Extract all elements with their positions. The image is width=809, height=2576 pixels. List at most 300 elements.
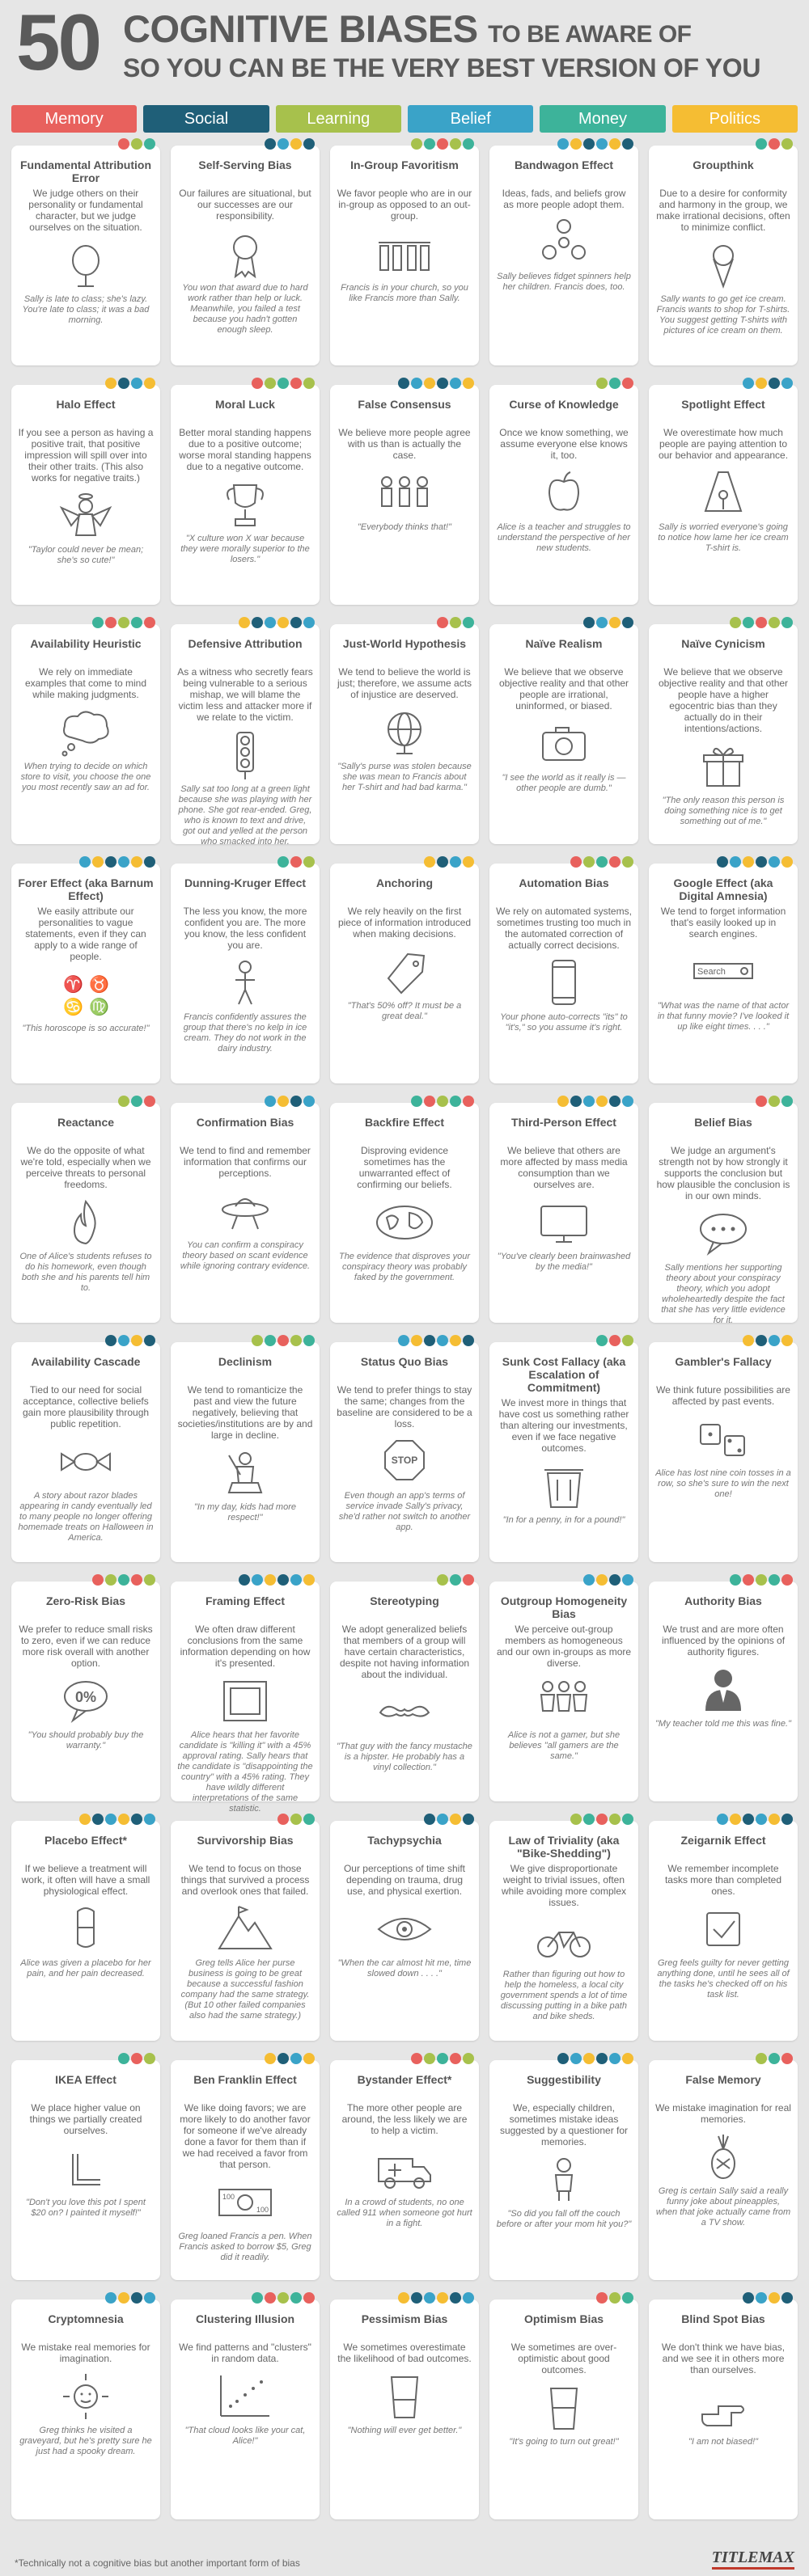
bias-description: We believe that we observe objective reality and that other people have a higher egocentric bias than they actually do in their intentions/actions. <box>658 666 789 734</box>
bias-description: We think future possibilities are affected by past events. <box>656 1384 790 1407</box>
bias-description: As a witness who secretly fears being vulnerable to a serious mishap, we will blame the victim less and attacker more if we relate to the victim. <box>177 666 313 723</box>
category-dot <box>583 138 595 150</box>
bias-card <box>489 1342 638 1562</box>
category-dot <box>609 617 621 628</box>
category-dot <box>277 2053 289 2064</box>
category-dot <box>424 2053 435 2064</box>
bias-description: We believe that others are more affected by mass media consumption than we ourselves are. <box>500 1145 628 1190</box>
category-dot <box>118 138 129 150</box>
bias-title: Defensive Attribution <box>188 637 303 650</box>
category-dot <box>411 1335 422 1346</box>
category-dots <box>730 617 793 628</box>
bias-example: Alice hears that her favorite candidate is "killing it" with a 45% approval rating. Sally hears that the candidate is "disappointing the country" with a 45% rating. They have wildly different interpretations of the same statistic. <box>177 1730 313 1814</box>
bias-title: Declinism <box>218 1355 273 1368</box>
category-dot <box>450 378 461 389</box>
category-dot <box>596 2292 608 2304</box>
category-dots <box>105 2292 155 2304</box>
svg-text:♈: ♈ <box>63 976 83 994</box>
category-dots <box>265 1096 315 1107</box>
knight-icon <box>213 1447 277 1499</box>
category-dot <box>437 1335 448 1346</box>
category-dot <box>131 1814 142 1825</box>
category-dots <box>398 378 474 389</box>
category-dots <box>583 1574 633 1586</box>
category-dot <box>450 2292 461 2304</box>
category-dot <box>398 378 409 389</box>
category-dot <box>583 1814 595 1825</box>
category-dot <box>781 1335 793 1346</box>
bias-description: We often draw different conclusions from the same information depending on how it's presented. <box>180 1624 311 1669</box>
bias-description: We rely on immediate examples that come to mind while making judgments. <box>24 666 147 700</box>
category-dot <box>781 1096 793 1107</box>
svg-text:♉: ♉ <box>89 976 109 994</box>
bias-description: We overestimate how much people are paying attention to our behavior and appearance. <box>658 427 789 461</box>
mountain-icon <box>213 1903 277 1955</box>
category-dot <box>717 1814 728 1825</box>
category-dot <box>424 1335 435 1346</box>
category-dot <box>290 138 302 150</box>
category-dot <box>781 1574 793 1586</box>
category-dot <box>131 2292 142 2304</box>
category-dot <box>265 1096 276 1107</box>
category-dot <box>596 1814 608 1825</box>
bias-title: Anchoring <box>376 876 433 889</box>
category-dot <box>570 1814 582 1825</box>
category-dots <box>92 1574 155 1586</box>
bias-card <box>649 1581 798 1801</box>
category-dot <box>398 1335 409 1346</box>
bias-title: Spotlight Effect <box>681 398 765 411</box>
category-dot <box>463 856 474 868</box>
bias-card <box>330 1581 479 1801</box>
category-dot <box>756 1814 767 1825</box>
bias-title: Framing Effect <box>205 1594 285 1607</box>
bias-card <box>330 146 479 365</box>
bias-description: We place higher value on things we partially created ourselves. <box>29 2102 142 2136</box>
category-dot <box>277 2292 289 2304</box>
category-dot <box>265 378 276 389</box>
ambulance-icon <box>372 2143 437 2194</box>
bias-example: "That guy with the fancy mustache is a hipster. He probably has a vinyl collection." <box>337 1742 472 1772</box>
bias-title: Cryptomnesia <box>48 2312 124 2325</box>
bias-description: If you see a person as having a positive trait, that positive impression will spill over into their other traits. (This also works for negative traits.) <box>18 427 154 484</box>
television-icon <box>532 1197 596 1248</box>
category-dots <box>79 856 155 868</box>
category-dots <box>118 2053 155 2064</box>
category-dot <box>92 1814 104 1825</box>
bias-title: Dunning-Kruger Effect <box>184 876 307 889</box>
bias-title: Sunk Cost Fallacy (aka Escalation of Commitment) <box>502 1355 626 1394</box>
category-dot <box>609 1574 621 1586</box>
bias-example: "I am not biased!" <box>688 2437 759 2447</box>
category-dot <box>303 617 315 628</box>
category-dot <box>92 856 104 868</box>
bias-title: Backfire Effect <box>364 1116 445 1129</box>
category-dots <box>277 856 315 868</box>
bias-example: Greg is certain Sally said a really funny joke about pineapples, when that joke actually came from a TV show. <box>655 2186 791 2228</box>
category-dot <box>105 378 116 389</box>
category-dot <box>596 378 608 389</box>
category-dot <box>118 1335 129 1346</box>
title-small: TO BE AWARE OF <box>488 21 692 48</box>
bias-example: You can confirm a conspiracy theory based on scant evidence while ignoring contrary evidence. <box>180 1240 311 1271</box>
bias-description: We judge an argument's strength not by how strongly it supports the conclusion but how plausible the conclusion is in our own minds. <box>656 1145 790 1201</box>
bias-description: We mistake real memories for imagination. <box>21 2342 150 2364</box>
category-dot <box>277 1096 289 1107</box>
category-dot <box>252 378 263 389</box>
bias-title: Naïve Cynicism <box>681 637 765 650</box>
bias-example: "My teacher told me this was fine." <box>655 1719 791 1729</box>
price-tag-icon <box>372 946 437 998</box>
bias-example: Sally is worried everyone's going to notice how lame her ice cream T-shirt is. <box>658 522 789 553</box>
category-dot <box>79 856 91 868</box>
category-dot <box>583 1096 595 1107</box>
flame-icon <box>53 1197 118 1248</box>
category-dots <box>239 1574 315 1586</box>
category-dot <box>743 617 754 628</box>
category-dot <box>596 856 608 868</box>
category-dot <box>756 856 767 868</box>
bias-title: Belief Bias <box>694 1116 752 1129</box>
bias-example: "Sally's purse was stolen because she was mean to Francis about her T-shirt and had bad karma." <box>337 762 472 792</box>
bias-card <box>330 1103 479 1323</box>
bias-card <box>489 864 638 1083</box>
bias-description: We tend to believe the world is just; therefore, we assume acts of injustice are deserved. <box>337 666 472 700</box>
category-dot <box>743 1335 754 1346</box>
category-dots <box>252 2292 315 2304</box>
svg-text:STOP: STOP <box>391 1455 418 1466</box>
category-dot <box>144 617 155 628</box>
category-dots <box>265 2053 315 2064</box>
bias-title: Bandwagon Effect <box>514 158 614 171</box>
category-dot <box>105 1574 116 1586</box>
category-dot <box>131 138 142 150</box>
category-dot <box>596 138 608 150</box>
category-dot <box>781 2053 793 2064</box>
bias-card <box>330 385 479 605</box>
title-number: 50 <box>16 0 100 87</box>
bias-card <box>11 624 160 844</box>
svg-text:100: 100 <box>222 2193 235 2201</box>
category-dot <box>144 1574 155 1586</box>
bias-title: In-Group Favoritism <box>350 158 459 171</box>
category-dot <box>105 856 116 868</box>
bicycle-icon <box>532 1915 596 1966</box>
category-dot <box>583 856 595 868</box>
category-dot <box>303 2053 315 2064</box>
category-dot <box>743 2292 754 2304</box>
category-dot <box>277 617 289 628</box>
bias-example: "That cloud looks like your cat, Alice!" <box>184 2426 306 2446</box>
footnote: *Technically not a cognitive bias but another important form of bias <box>15 2557 300 2569</box>
category-dot <box>769 1574 780 1586</box>
bias-description: The less you know, the more confident you are. The more you know, the less confident you are. <box>183 906 307 951</box>
bias-example: Rather than figuring out how to help the homeless, a local city government spends a lot of time discussing putting in a bike path and bike sheds. <box>500 1970 628 2021</box>
category-dot <box>596 1574 608 1586</box>
category-dot <box>730 1574 741 1586</box>
bias-title: Moral Luck <box>215 398 275 411</box>
bias-card <box>171 2060 320 2280</box>
bias-example: Even though an app's terms of service invade Sally's privacy, she'd rather not switch to another app. <box>338 1491 471 1532</box>
bias-card <box>489 146 638 365</box>
businessman-icon <box>691 1664 756 1716</box>
category-dot <box>277 1574 289 1586</box>
category-dot <box>437 2053 448 2064</box>
category-dot <box>781 1814 793 1825</box>
page-subtitle: SO YOU CAN BE THE VERY BEST VERSION OF YOU <box>123 53 761 82</box>
category-dot <box>570 138 582 150</box>
bias-title: Tachypsychia <box>367 1834 442 1847</box>
bias-description: We tend to romanticize the past and view the future negatively, believing that societies/institutions are by and large in decline. <box>177 1384 313 1441</box>
bias-title: Fundamental Attribution Error <box>19 158 152 184</box>
traffic-light-icon <box>213 729 277 781</box>
bias-title: Availability Cascade <box>31 1355 141 1368</box>
bias-card <box>11 385 160 605</box>
category-dot <box>290 856 302 868</box>
category-dot <box>265 617 276 628</box>
bias-description: We don't think we have bias, and we see it in others more than ourselves. <box>661 2342 786 2375</box>
crowd-icon <box>372 467 437 519</box>
category-dot <box>398 2292 409 2304</box>
category-dot <box>769 2053 780 2064</box>
category-dot <box>622 2053 633 2064</box>
bias-card <box>171 1103 320 1323</box>
trash-can-icon <box>532 1460 596 1512</box>
category-dot <box>743 378 754 389</box>
category-dot <box>437 1574 448 1586</box>
category-politics: Politics <box>672 105 798 133</box>
ice-cream-icon <box>691 239 756 291</box>
category-dot <box>144 138 155 150</box>
category-dot <box>424 1814 435 1825</box>
stonehenge-icon <box>372 228 437 280</box>
category-dot <box>131 617 142 628</box>
bias-title: Authority Bias <box>684 1594 762 1607</box>
bias-description: We find patterns and "clusters" in random data. <box>179 2342 311 2364</box>
category-dot <box>622 1814 633 1825</box>
category-dot <box>118 1574 129 1586</box>
bias-description: We mistake imagination for real memories. <box>655 2102 791 2125</box>
bias-example: "In my day, kids had more respect!" <box>194 1502 296 1522</box>
bias-card <box>171 1581 320 1814</box>
category-dot <box>570 2053 582 2064</box>
category-dot <box>118 378 129 389</box>
bias-description: We tend to find and remember information that confirms our perceptions. <box>180 1145 311 1179</box>
bias-example: "What was the name of that actor in that funny movie? I've looked it up like eight times. . . ." <box>657 1001 790 1032</box>
category-dots <box>596 1335 633 1346</box>
category-dot <box>303 1814 315 1825</box>
bias-card <box>171 1342 320 1562</box>
bias-card <box>330 624 479 844</box>
bias-description: Our perceptions of time shift depending on trauma, drug use, and physical exertion. <box>343 1863 466 1897</box>
bias-title: Gambler's Fallacy <box>675 1355 772 1368</box>
bias-card <box>489 1103 638 1323</box>
bias-card <box>11 1342 160 1562</box>
category-dot <box>450 1574 461 1586</box>
category-dot <box>730 856 741 868</box>
category-dot <box>622 617 633 628</box>
category-dot <box>265 2053 276 2064</box>
category-dots <box>105 1335 155 1346</box>
bias-title: Status Quo Bias <box>360 1355 449 1368</box>
category-dot <box>609 1096 621 1107</box>
checkbox-icon <box>691 1903 756 1955</box>
bias-example: "The only reason this person is doing something nice is to get something out of me." <box>662 796 785 826</box>
bias-example: Alice was given a placebo for her pain, and her pain decreased. <box>20 1958 151 1978</box>
category-dot <box>756 378 767 389</box>
bias-title: Naïve Realism <box>525 637 603 650</box>
category-dot <box>717 856 728 868</box>
bias-description: The more other people are around, the less likely we are to help a victim. <box>341 2102 468 2136</box>
category-dot <box>756 138 767 150</box>
zodiac-icon <box>53 969 118 1020</box>
category-dots <box>277 1814 315 1825</box>
bias-title: False Consensus <box>358 398 451 411</box>
bias-description: We tend to forget information that's easily looked up in search engines. <box>660 906 786 940</box>
sun-face-icon <box>53 2371 118 2422</box>
pill-icon <box>53 1903 118 1955</box>
category-dot <box>144 1814 155 1825</box>
bias-card <box>649 2299 798 2519</box>
bias-example: When trying to decide on which store to visit, you choose the one you most recently saw an ad for. <box>20 762 151 792</box>
thought-bubble-icon <box>53 707 118 758</box>
category-dots <box>265 138 315 150</box>
category-dot <box>769 1335 780 1346</box>
category-dot <box>303 2292 315 2304</box>
category-dot <box>303 138 315 150</box>
category-dot <box>92 1574 104 1586</box>
bias-card <box>649 624 798 844</box>
category-dots <box>756 138 793 150</box>
category-dot <box>290 378 302 389</box>
category-dot <box>781 856 793 868</box>
category-dot <box>743 1814 754 1825</box>
bias-card <box>649 864 798 1083</box>
bias-example: "I see the world as it really is — other people are dumb." <box>502 773 626 793</box>
bias-title: Stereotyping <box>370 1594 439 1607</box>
bias-title: Curse of Knowledge <box>509 398 619 411</box>
category-dot <box>450 2053 461 2064</box>
bias-title: Law of Triviality (aka "Bike-Shedding") <box>508 1834 620 1860</box>
category-dot <box>463 1096 474 1107</box>
category-dots <box>756 1096 793 1107</box>
category-dot <box>105 617 116 628</box>
bias-title: Placebo Effect* <box>44 1834 127 1847</box>
category-dots <box>411 1096 474 1107</box>
bias-title: Zero-Risk Bias <box>45 1594 126 1607</box>
category-dot <box>557 138 569 150</box>
category-dot <box>622 2292 633 2304</box>
category-dots <box>92 617 155 628</box>
bias-title: Optimism Bias <box>523 2312 604 2325</box>
category-dot <box>118 2053 129 2064</box>
bias-example: The evidence that disproves your conspiracy theory was probably faked by the government. <box>338 1252 471 1282</box>
category-dot <box>769 1814 780 1825</box>
category-dot <box>252 1574 263 1586</box>
glass-half-empty-icon <box>372 2371 437 2422</box>
category-dot <box>131 1335 142 1346</box>
category-dots <box>424 1814 474 1825</box>
bias-title: Blind Spot Bias <box>681 2312 765 2325</box>
bias-card <box>649 2060 798 2280</box>
category-belief: Belief <box>408 105 533 133</box>
category-dot <box>118 2292 129 2304</box>
category-dot <box>622 1335 633 1346</box>
bias-example: You won that award due to hard work rather than help or luck. Meanwhile, you failed a test because you hadn't gotten enough sleep. <box>182 283 308 335</box>
category-dot <box>596 1096 608 1107</box>
category-dot <box>756 617 767 628</box>
category-dot <box>290 1814 302 1825</box>
bias-example: Francis is in your church, so you like Francis more than Sally. <box>341 283 468 303</box>
bias-card <box>489 1581 638 1801</box>
category-dot <box>105 1814 116 1825</box>
bias-card <box>330 2299 479 2519</box>
category-dot <box>265 138 276 150</box>
category-dot <box>450 1096 461 1107</box>
category-dot <box>411 2292 422 2304</box>
bias-card <box>330 864 479 1083</box>
bias-example: Alice has lost nine coin tosses in a row, so she's sure to win the next one! <box>655 1468 791 1499</box>
category-dots <box>743 2292 793 2304</box>
bias-description: We judge others on their personality or fundamental character, but we judge ourselves on the situation. <box>28 188 143 233</box>
bias-description: We prefer to reduce small risks to zero, even if we can reduce more risk overall with another option. <box>19 1624 153 1669</box>
category-dot <box>557 2053 569 2064</box>
zero-percent-icon <box>53 1675 118 1727</box>
page-title <box>123 6 692 51</box>
category-dot <box>265 2292 276 2304</box>
category-dot <box>557 1096 569 1107</box>
category-dot <box>303 1574 315 1586</box>
category-dot <box>265 1335 276 1346</box>
stop-sign-icon <box>372 1436 437 1488</box>
category-dot <box>105 1335 116 1346</box>
bias-card <box>330 1342 479 1562</box>
category-dots <box>252 378 315 389</box>
people-group-icon <box>532 1675 596 1727</box>
bias-title: Groupthink <box>693 158 754 171</box>
category-dot <box>290 2053 302 2064</box>
category-dots <box>717 1814 793 1825</box>
category-dots <box>239 617 315 628</box>
category-dot <box>424 1096 435 1107</box>
category-dot <box>290 1096 302 1107</box>
bias-title: Zeigarnik Effect <box>680 1834 766 1847</box>
candy-icon <box>53 1436 118 1488</box>
mirror-icon <box>53 239 118 291</box>
category-dots <box>596 2292 633 2304</box>
category-dot <box>609 1335 621 1346</box>
bias-example: Alice is a teacher and struggles to understand the perspective of her new students. <box>497 522 631 553</box>
bias-card <box>649 1821 798 2041</box>
pointing-hand-icon <box>691 2382 756 2434</box>
bias-title: Forer Effect (aka Barnum Effect) <box>18 876 154 902</box>
page-header <box>0 0 809 101</box>
category-dot <box>437 617 448 628</box>
bias-card <box>489 624 638 844</box>
category-dot <box>239 1574 250 1586</box>
category-dot <box>622 138 633 150</box>
category-dot <box>290 617 302 628</box>
award-ribbon-icon <box>213 228 277 280</box>
category-dot <box>781 138 793 150</box>
bias-card <box>649 146 798 365</box>
category-dot <box>303 378 315 389</box>
bias-example: In a crowd of students, no one called 911 when someone got hurt in a fight. <box>337 2198 472 2228</box>
category-dot <box>756 1096 767 1107</box>
bias-description: We sometimes are over-optimistic about good outcomes. <box>510 2342 617 2375</box>
bias-example: A story about razor blades appearing in candy eventually led to many people no longer offering homemade treats on Halloween in America. <box>18 1491 154 1543</box>
category-dot <box>622 378 633 389</box>
